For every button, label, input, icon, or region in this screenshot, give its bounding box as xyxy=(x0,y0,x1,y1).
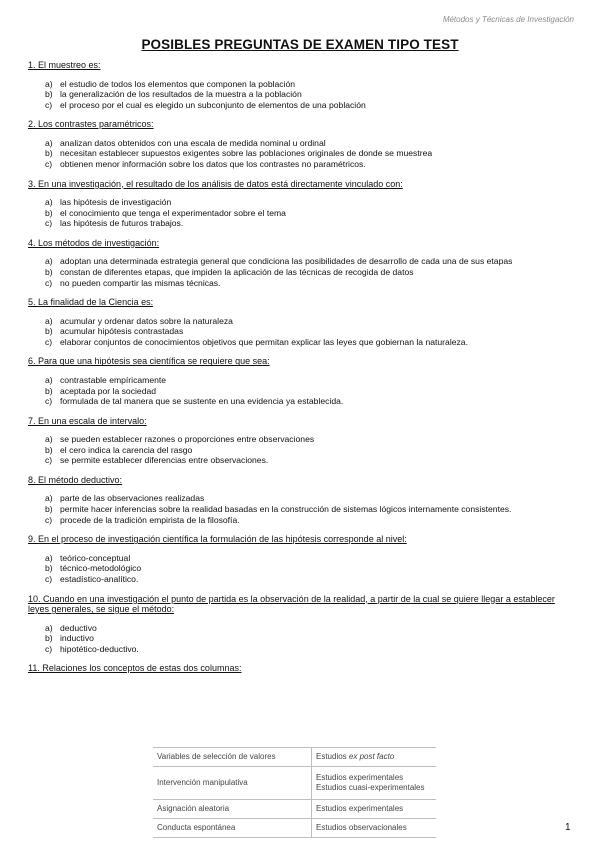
option-text: la generalización de los resultados de la muestra a la población xyxy=(60,89,302,100)
answer-option xyxy=(28,208,576,219)
question-title: 5. La finalidad de la Ciencia es: xyxy=(28,297,154,308)
answer-option xyxy=(28,504,576,515)
question-title: 1. El muestreo es: xyxy=(28,60,101,70)
answer-option xyxy=(28,455,576,466)
option-text: procede de la tradición empirista de la filosofía. xyxy=(60,514,240,525)
answer-option xyxy=(28,159,576,170)
option-letter: a) xyxy=(45,434,53,445)
question-title: 10. Cuando en una investigación el punto de partida es la observación de la realidad, a partir de la cual se quiere llegar a establecer leyes generales, se sigue el método: xyxy=(28,593,555,615)
answer-option xyxy=(28,89,576,100)
option-text: parte de las observaciones realizadas xyxy=(60,493,205,504)
relation-right-text-italic: ex post facto xyxy=(348,752,395,761)
option-letter: c) xyxy=(45,158,53,169)
question-1 xyxy=(28,60,576,110)
option-letter: b) xyxy=(45,266,53,277)
answer-option xyxy=(28,316,576,327)
option-text: contrastable empíricamente xyxy=(60,374,167,385)
relation-right-line: Estudios cuasi-experimentales xyxy=(316,783,425,792)
relation-left-cell: Variables de selección de valores xyxy=(153,748,312,767)
option-letter: b) xyxy=(45,89,53,100)
option-letter: b) xyxy=(45,385,53,396)
question-title: 8. El método deductivo: xyxy=(28,474,123,485)
option-text: formulada de tal manera que se sustente en una evidencia ya establecida. xyxy=(60,396,344,407)
option-letter: c) xyxy=(45,396,53,407)
relation-right-line: Estudios experimentales xyxy=(316,773,404,782)
option-letter: a) xyxy=(45,493,53,504)
question-8 xyxy=(28,475,576,525)
relation-left-cell: Conducta espontánea xyxy=(153,819,312,838)
answer-option xyxy=(28,644,576,655)
answer-option xyxy=(28,574,576,585)
answer-option xyxy=(28,148,576,159)
answer-option xyxy=(28,79,576,90)
option-text: permite hacer inferencias sobre la realidad basadas en la construcción de sistemas lógicos internamente consistentes. xyxy=(60,504,512,515)
option-text: acumular y ordenar datos sobre la naturaleza xyxy=(60,315,233,326)
option-text: teórico-conceptual xyxy=(60,552,131,563)
answer-option xyxy=(28,445,576,456)
option-text: inductivo xyxy=(60,633,94,644)
option-text: las hipótesis de investigación xyxy=(60,197,172,208)
question-2 xyxy=(28,119,576,169)
relation-right-cell: Estudios observacionales xyxy=(312,819,437,838)
relation-table xyxy=(153,747,436,838)
option-letter: c) xyxy=(45,573,53,584)
option-text: el conocimiento que tenga el experimentador sobre el tema xyxy=(60,207,286,218)
answer-option xyxy=(28,396,576,407)
option-letter: b) xyxy=(45,148,53,159)
question-title: 9. En el proceso de investigación científica la formulación de las hipótesis corresponde al nivel: xyxy=(28,534,407,545)
option-text: el cero indica la carencia del rasgo xyxy=(60,444,193,455)
option-letter: c) xyxy=(45,336,53,347)
option-letter: a) xyxy=(45,78,53,89)
option-letter: c) xyxy=(45,514,53,525)
option-text: constan de diferentes etapas, que impiden la aplicación de las técnicas de recogida de datos xyxy=(60,266,414,277)
option-text: el estudio de todos los elementos que componen la población xyxy=(60,78,296,89)
answer-option xyxy=(28,633,576,644)
option-letter: a) xyxy=(45,197,53,208)
relation-row xyxy=(153,767,436,800)
answer-option xyxy=(28,386,576,397)
answer-option xyxy=(28,434,576,445)
relation-left-cell: Intervención manipulativa xyxy=(153,767,312,800)
option-letter: b) xyxy=(45,207,53,218)
option-text: técnico-metodológico xyxy=(60,563,142,574)
option-text: el proceso por el cual es elegido un subconjunto de elementos de una población xyxy=(60,99,366,110)
question-10 xyxy=(28,594,576,655)
answer-option xyxy=(28,218,576,229)
answer-option xyxy=(28,563,576,574)
question-4 xyxy=(28,238,576,288)
answer-option xyxy=(28,267,576,278)
relation-left-cell: Asignación aleatoria xyxy=(153,800,312,819)
question-5 xyxy=(28,297,576,347)
answer-option xyxy=(28,326,576,337)
option-text: las hipótesis de futuros trabajos. xyxy=(60,218,184,229)
question-title: 11. Relaciones los conceptos de estas dos columnas: xyxy=(28,663,242,674)
question-6 xyxy=(28,356,576,406)
option-text: elaborar conjuntos de conocimientos objetivos que permitan explicar las leyes que gobiernan la naturaleza. xyxy=(60,336,468,347)
page-number: 1 xyxy=(565,822,571,833)
option-text: aceptada por la sociedad xyxy=(60,385,157,396)
option-text: se pueden establecer razones o proporciones entre observaciones xyxy=(60,434,315,445)
question-7 xyxy=(28,416,576,466)
relation-row xyxy=(153,800,436,819)
option-letter: b) xyxy=(45,326,53,337)
question-title: 4. Los métodos de investigación: xyxy=(28,237,160,248)
answer-option xyxy=(28,553,576,564)
relation-right-text-plain: Estudios xyxy=(316,752,349,761)
option-letter: b) xyxy=(45,563,53,574)
option-text: acumular hipótesis contrastadas xyxy=(60,326,184,337)
option-letter: a) xyxy=(45,315,53,326)
relation-row xyxy=(153,819,436,838)
option-letter: c) xyxy=(45,455,53,466)
option-text: obtienen menor información sobre los datos que los contrastes no paramétricos. xyxy=(60,158,366,169)
option-letter: c) xyxy=(45,218,53,229)
answer-option xyxy=(28,256,576,267)
relation-row xyxy=(153,748,436,767)
answer-option xyxy=(28,197,576,208)
option-letter: b) xyxy=(45,633,53,644)
running-header: Métodos y Técnicas de Investigación xyxy=(442,15,574,24)
question-3 xyxy=(28,179,576,229)
relation-right-cell xyxy=(312,767,437,800)
question-title: 7. En una escala de intervalo: xyxy=(28,415,147,426)
option-text: necesitan establecer supuestos exigentes sobre las poblaciones originales de donde se muestrea xyxy=(60,148,433,159)
question-11 xyxy=(28,663,576,674)
option-letter: c) xyxy=(45,99,53,110)
option-letter: a) xyxy=(45,622,53,633)
option-text: no pueden compartir las mismas técnicas. xyxy=(60,277,221,288)
option-text: analizan datos obtenidos con una escala de medida nominal u ordinal xyxy=(60,137,326,148)
answer-option xyxy=(28,138,576,149)
question-title: 3. En una investigación, el resultado de los análisis de datos está directamente vinculado con: xyxy=(28,178,403,189)
answer-option xyxy=(28,493,576,504)
answer-option xyxy=(28,100,576,111)
option-text: adoptan una determinada estrategia general que condiciona las posibilidades de desarrollo de cada una de sus etapas xyxy=(60,256,513,267)
option-letter: c) xyxy=(45,277,53,288)
option-letter: b) xyxy=(45,444,53,455)
option-letter: b) xyxy=(45,504,53,515)
question-title: 6. Para que una hipótesis sea científica se requiere que sea: xyxy=(28,356,270,367)
option-letter: c) xyxy=(45,643,53,654)
relation-right-cell: Estudios experimentales xyxy=(312,800,437,819)
question-title: 2. Los contrastes paramétricos: xyxy=(28,119,154,130)
question-9 xyxy=(28,534,576,584)
option-text: hipotético-deductivo. xyxy=(60,643,139,654)
option-letter: a) xyxy=(45,374,53,385)
document-title: POSIBLES PREGUNTAS DE EXAMEN TIPO TEST xyxy=(141,37,459,52)
option-letter: a) xyxy=(45,552,53,563)
option-text: se permite establecer diferencias entre observaciones. xyxy=(60,455,269,466)
answer-option xyxy=(28,375,576,386)
option-text: estadístico-analítico. xyxy=(60,573,139,584)
answer-option xyxy=(28,623,576,634)
answer-option xyxy=(28,278,576,289)
relation-right-cell xyxy=(312,748,437,767)
question-list xyxy=(28,60,576,683)
answer-option xyxy=(28,337,576,348)
option-letter: a) xyxy=(45,137,53,148)
answer-option xyxy=(28,515,576,526)
option-letter: a) xyxy=(45,256,53,267)
option-text: deductivo xyxy=(60,622,97,633)
